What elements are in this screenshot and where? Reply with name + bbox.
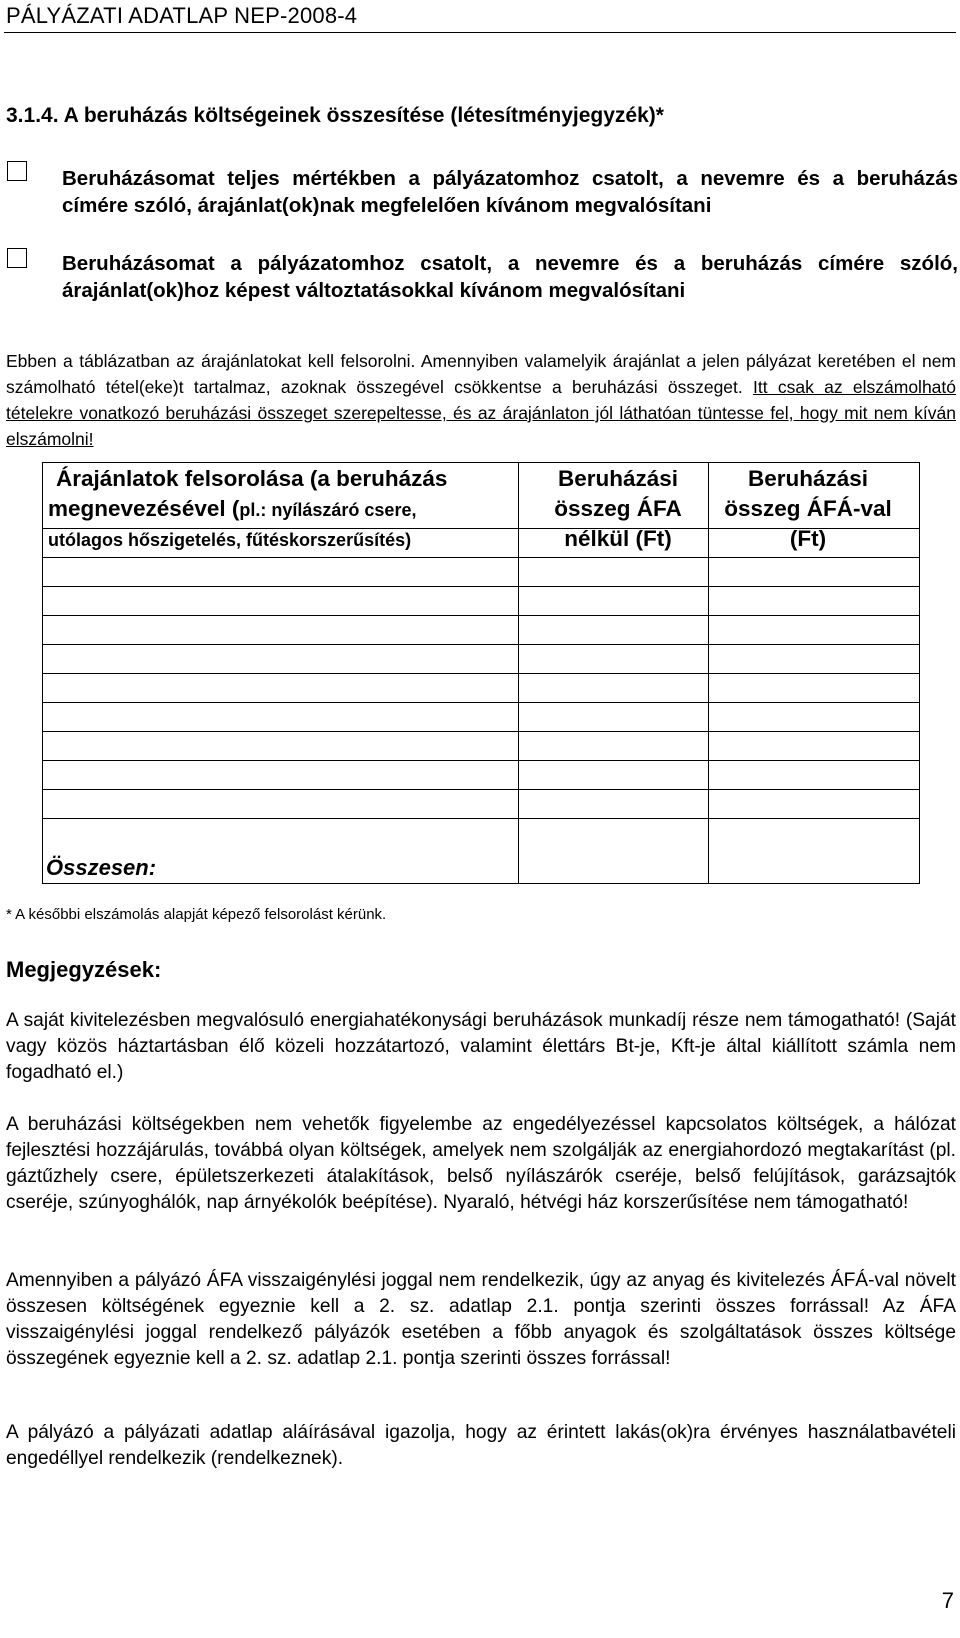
table-cell-r9-c1[interactable] [43,761,518,789]
note-paragraph-1: A saját kivitelezésben megvalósuló energiahatékonysági beruházások munkadíj része nem támogatható! (Saját vagy közös háztartásban élő közeli hozzátartozó, valamint élettárs Bt-je, Kft-je által kiállított számla nem fogadható el.) [6,1010,956,1083]
table-cell-r5-c2[interactable] [519,645,708,673]
table-cell-r2-c3[interactable] [709,558,919,586]
column-header-offers-line1: Árajánlatok felsorolása (a beruházás [56,466,448,491]
note-paragraph-3: Amennyiben a pályázó ÁFA visszaigénylési joggal nem rendelkezik, úgy az anyag és kivitelezés ÁFÁ-val növelt összesen költségének egyeznie kell a 2. sz. adatlap 2.1. pontja szerinti összes forrással! Az ÁFA visszaigénylési joggal rendelkező pályázók esetében a főbb anyagok és szolgáltatások összes költsége összegének egyeznie kell a 2. sz. adatlap 2.1. pontja szerinti összes forrással! [6,1270,956,1369]
option-1-label: Beruházásomat teljes mértékben a pályázatomhoz csatolt, a nevemre és a beruházás címére szóló, árajánlat(ok)nak megfelelően kívánom megvalósítani [62,167,958,217]
table-cell-r4-c3[interactable] [709,616,919,644]
table-cell-r3-c1[interactable] [43,587,518,615]
table-cell-r7-c2[interactable] [519,703,708,731]
table-cell-r6-c1[interactable] [43,674,518,702]
option-2-checkbox[interactable] [7,248,27,268]
page-header-title: PÁLYÁZATI ADATLAP NEP-2008-4 [6,3,358,28]
instructions-text: Ebben a táblázatban az árajánlatokat kell felsorolni. Amennyiben valamelyik árajánlat a jelen pályázat keretében el nem számolható tétel(eke)t tartalmaz, azoknak összegével csökkentse a beruházási összeget. [6,351,956,397]
option-2-label: Beruházásomat a pályázatomhoz csatolt, a nevemre és a beruházás címére szóló, árajánlat(ok)hoz képest változtatásokkal kívánom megvalósítani [62,252,958,302]
cost-table [42,462,920,884]
page-number: 7 [941,1588,954,1613]
table-cell-r9-c3[interactable] [709,761,919,789]
table-cell-r1-c3[interactable] [709,529,919,557]
table-cell-r1-c2[interactable] [519,529,708,557]
total-cell-c3[interactable] [709,819,919,883]
table-cell-r9-c2[interactable] [519,761,708,789]
table-cell-r1-c1[interactable] [43,529,518,557]
column-header-gross-amount: Beruházási összeg ÁFÁ-val (Ft) [724,466,892,551]
column-header-net-amount: Beruházási összeg ÁFA nélkül (Ft) [554,466,682,551]
total-cell-c2[interactable] [519,819,708,883]
total-row-label: Összesen: [46,855,157,880]
instructions-underlined: Itt csak az elszámolható tételekre vonatkozó beruházási összeget szerepeltesse, és az árajánlaton jól láthatóan tüntesse fel, hogy mit nem kíván elszámolni! [6,377,957,449]
table-cell-r8-c1[interactable] [43,732,518,760]
table-cell-r7-c1[interactable] [43,703,518,731]
table-cell-r6-c2[interactable] [519,674,708,702]
table-cell-r4-c1[interactable] [43,616,518,644]
table-cell-r8-c2[interactable] [519,732,708,760]
table-cell-r6-c3[interactable] [709,674,919,702]
column-header-offers-line2-main: megnevezésével ( [48,496,240,521]
table-cell-r2-c2[interactable] [519,558,708,586]
table-cell-r8-c3[interactable] [709,732,919,760]
note-paragraph-4: A pályázó a pályázati adatlap aláírásával igazolja, hogy az érintett lakás(ok)ra érvényes használatbavételi engedéllyel rendelkezik (rendelkeznek). [6,1422,956,1469]
section-title: 3.1.4. A beruházás költségeinek összesítése (létesítményjegyzék)* [6,104,664,127]
notes-title: Megjegyzések: [6,957,162,982]
option-1-checkbox[interactable] [7,161,27,181]
table-cell-r7-c3[interactable] [709,703,919,731]
column-header-offers-line2-small: pl.: nyílászáró csere, [239,500,417,520]
table-cell-r2-c1[interactable] [43,558,518,586]
note-paragraph-2: A beruházási költségekben nem vehetők figyelembe az engedélyezéssel kapcsolatos költségek, a hálózat fejlesztési hozzájárulás, továbbá olyan költségek, amelyek nem szolgálják az energiahordozó megtakarítást (pl. gáztűzhely csere, épületszerkezeti átalakítások, belső nyílászárók cseréje, belső felújítások, garázsajtók cseréje, szúnyoghálók, nap árnyékolók beépítése). Nyaraló, hétvégi ház korszerűsítése nem támogatható! [6,1114,956,1213]
table-cell-r3-c2[interactable] [519,587,708,615]
column-header-offers-line2 [42,494,502,525]
table-cell-r3-c3[interactable] [709,587,919,615]
footnote: * A későbbi elszámolás alapját képező felsorolást kérünk. [6,906,387,923]
table-cell-r4-c2[interactable] [519,616,708,644]
header-divider [4,32,956,33]
table-cell-r5-c1[interactable] [43,645,518,673]
table-cell-r5-c3[interactable] [709,645,919,673]
column-header-offers-line3: utólagos hőszigetelés, fűtéskorszerűsítés) [48,530,412,550]
table-instructions [6,348,956,452]
